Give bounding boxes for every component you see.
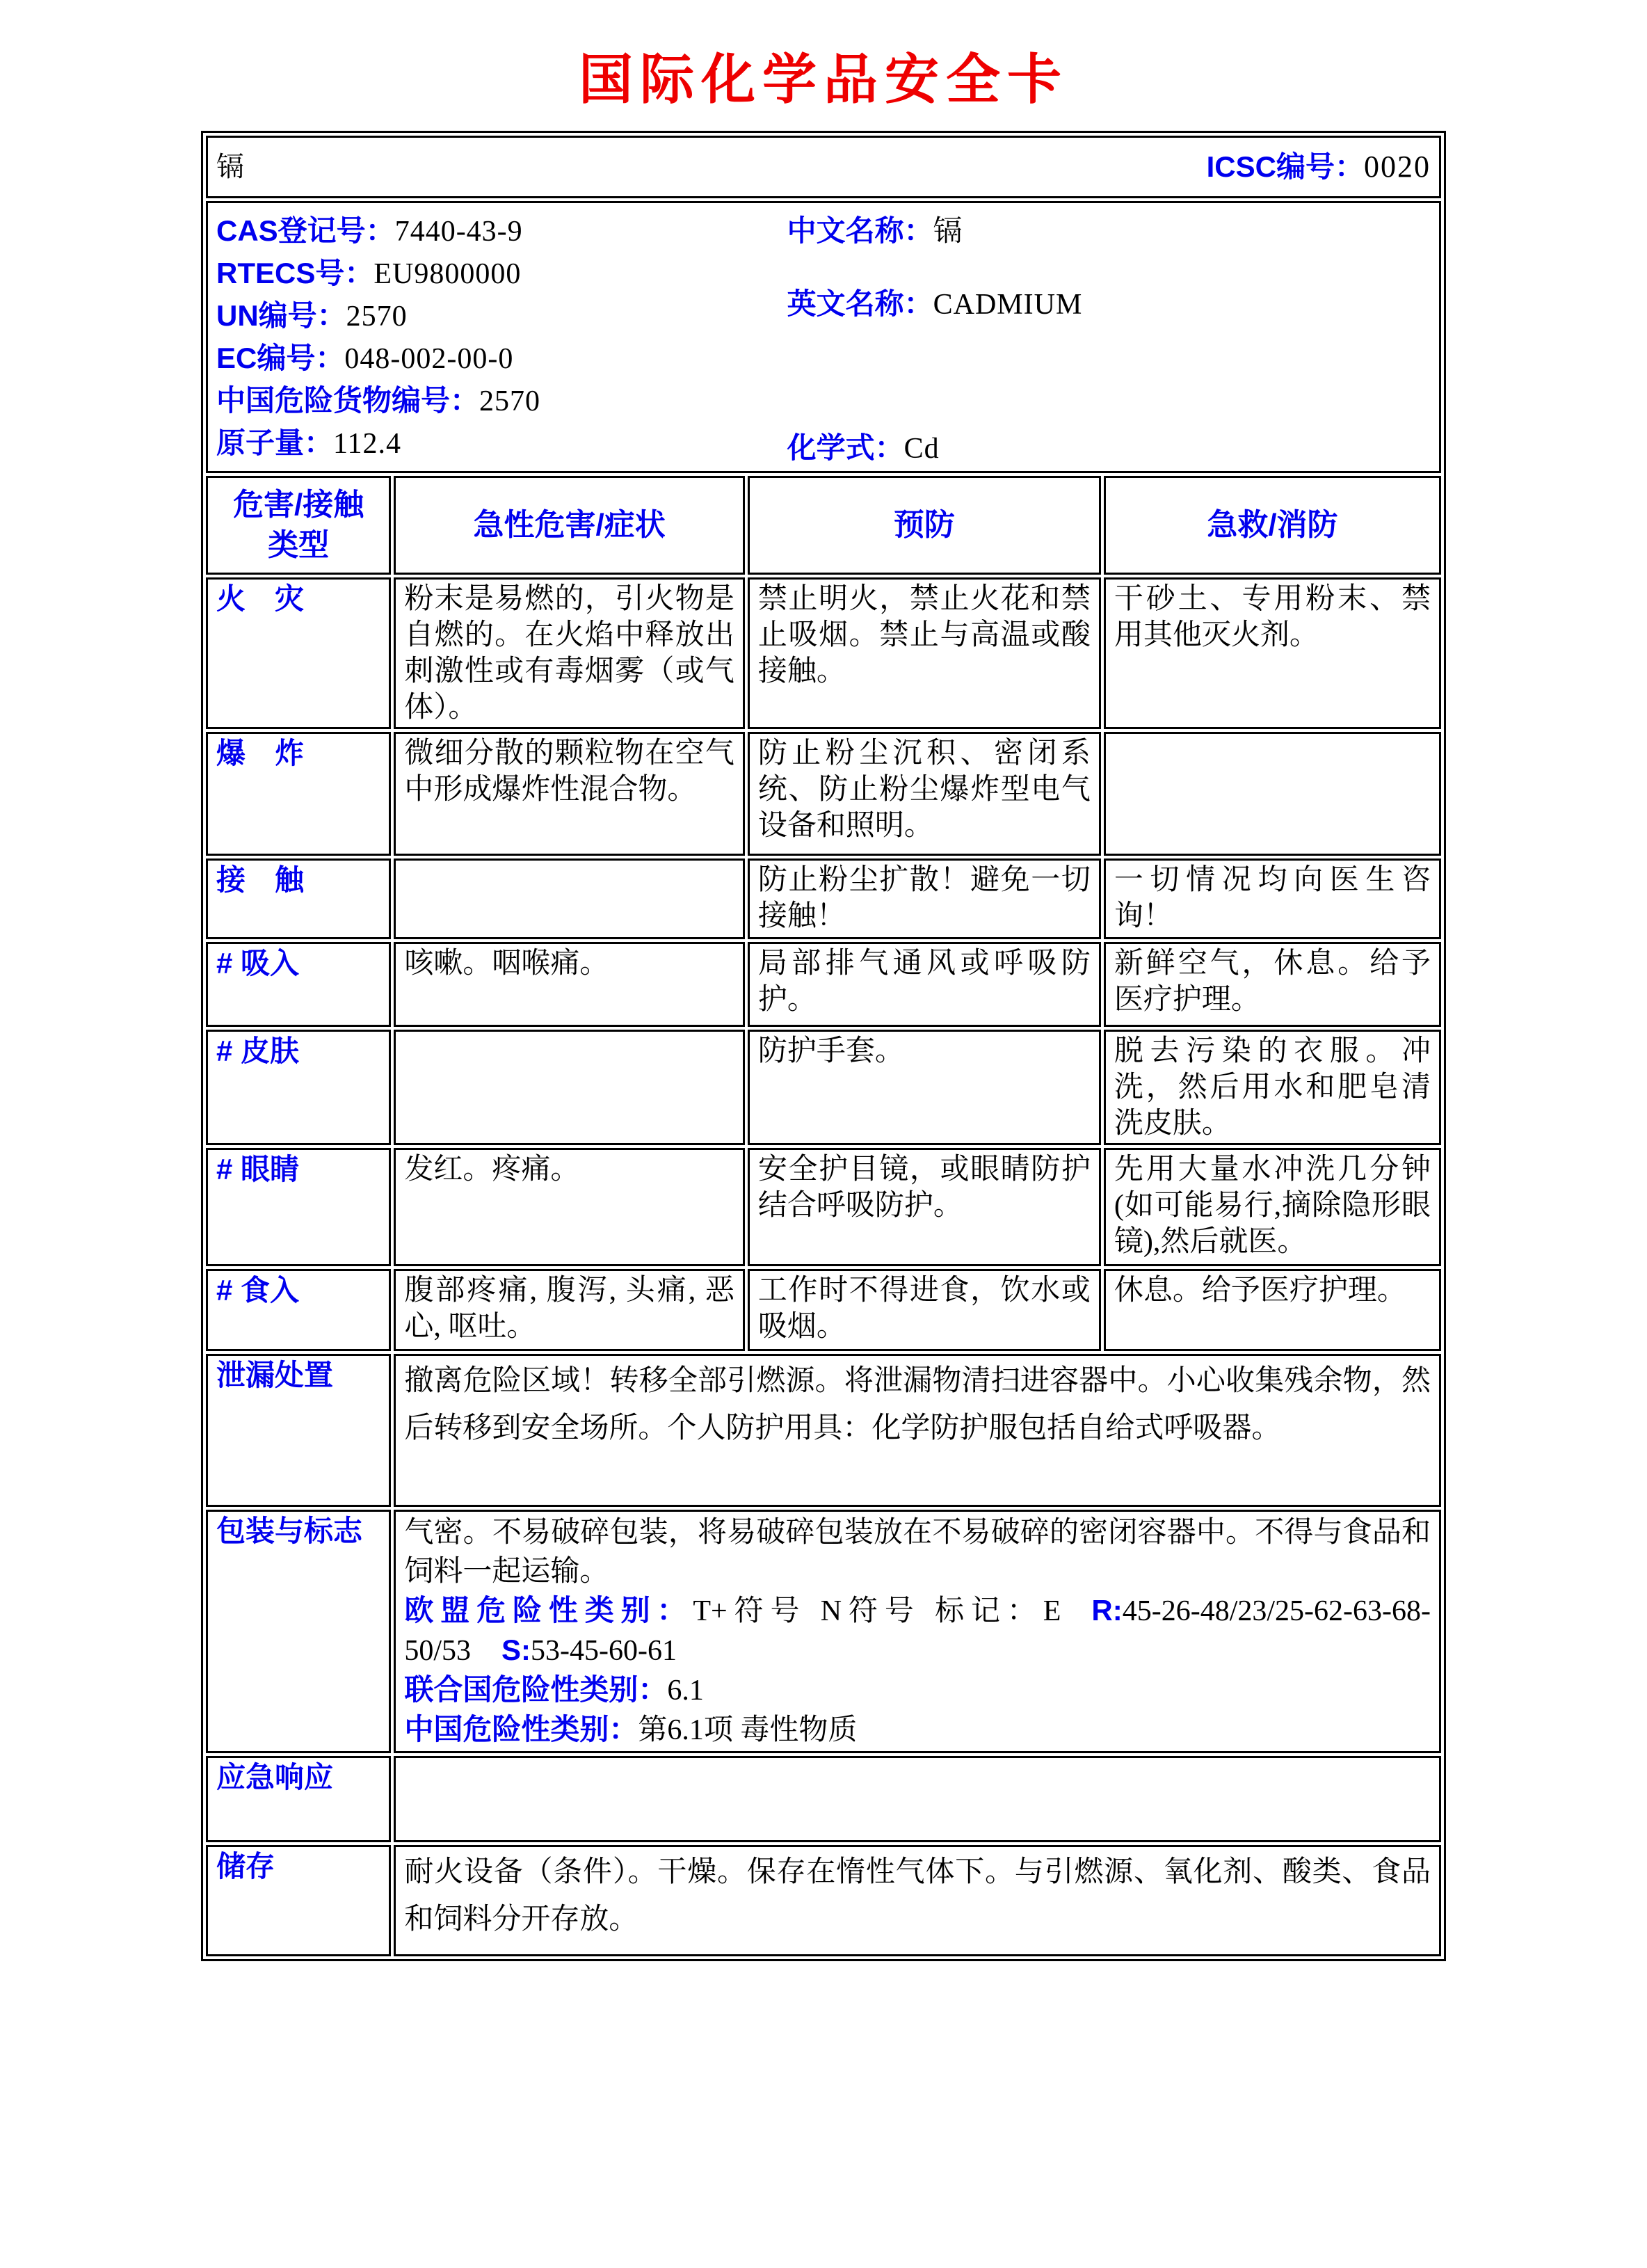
un-hazard-class-label: 联合国危险性类别： [404, 1673, 668, 1706]
skin-prevention: 防护手套。 [748, 1030, 1101, 1145]
cas-number-value: 7440-43-9 [394, 216, 523, 248]
fire-first-aid: 干砂土、专用粉末、禁用其他灭火剂。 [1104, 577, 1441, 729]
explosion-symptoms: 微细分散的颗粒物在空气中形成爆炸性混合物。 [394, 732, 745, 856]
col-header-hazard-type-line1: 危害/接触 [233, 488, 364, 522]
china-hazard-class-value: 第6.1项 毒性物质 [638, 1714, 858, 1746]
emergency-response-label: 应急响应 [206, 1756, 391, 1842]
card-header-row [206, 136, 1441, 198]
card-header-strip [216, 149, 1431, 186]
chemical-formula-value: Cd [903, 433, 940, 465]
col-header-prevention: 预防 [748, 476, 1101, 575]
hazard-type-exposure: 接 触 [206, 859, 391, 939]
eu-hazard-class-line [404, 1591, 1431, 1670]
card-header-cell [206, 136, 1441, 198]
storage-content: 耐火设备（条件）。干燥。保存在惰性气体下。与引燃源、氧化剂、酸类、食品和饲料分开存放。 [394, 1845, 1441, 1956]
china-hazard-class-label: 中国危险性类别： [404, 1713, 638, 1746]
chemical-formula-line [787, 427, 1431, 470]
packaging-labelling-label: 包装与标志 [206, 1510, 391, 1753]
english-name-value: CADMIUM [933, 289, 1083, 321]
storage-label: 储存 [206, 1845, 391, 1956]
icsc-number-label: ICSC编号： [1206, 150, 1364, 183]
packaging-intro-text: 气密。不易破碎包装，将易破碎包装放在不易破碎的密闭容器中。不得与食品和饲料一起运输。 [404, 1517, 1431, 1588]
s-phrases-value: 53-45-60-61 [531, 1635, 677, 1667]
hazard-row-ingestion [206, 1269, 1441, 1351]
china-dg-number-line [216, 380, 787, 422]
un-hazard-class-value: 6.1 [667, 1675, 704, 1707]
emergency-response-content [394, 1756, 1441, 1842]
rtecs-number-label: RTECS号： [216, 257, 374, 289]
col-header-hazard-type [206, 476, 391, 575]
exposure-prevention: 防止粉尘扩散！避免一切接触！ [748, 859, 1101, 939]
hazard-type-inhalation: # 吸入 [206, 942, 391, 1027]
un-number-line [216, 295, 787, 337]
section-row-spill-disposal [206, 1354, 1441, 1507]
icsc-number-value: 0020 [1364, 149, 1431, 184]
ingestion-first-aid: 休息。给予医疗护理。 [1104, 1269, 1441, 1351]
hazard-row-fire [206, 577, 1441, 729]
hazard-type-explosion: 爆 炸 [206, 732, 391, 856]
inhalation-symptoms: 咳嗽。咽喉痛。 [394, 942, 745, 1027]
explosion-first-aid [1104, 732, 1441, 856]
chinese-name-label: 中文名称： [787, 214, 933, 247]
icsc-safety-card-page [0, 36, 1647, 2268]
fire-symptoms: 粉末是易燃的，引火物是自燃的。在火焰中释放出刺激性或有毒烟雾（或气体）。 [394, 577, 745, 729]
identifiers-right-column [787, 210, 1431, 470]
col-header-first-aid: 急救/消防 [1104, 476, 1441, 575]
eyes-prevention: 安全护目镜，或眼睛防护结合呼吸防护。 [748, 1148, 1101, 1266]
eyes-first-aid: 先用大量水冲洗几分钟(如可能易行,摘除隐形眼镜),然后就医。 [1104, 1148, 1441, 1266]
hazard-type-skin: # 皮肤 [206, 1030, 391, 1145]
r-phrases-value: 45-26-48/23/25-62-63-68-50/53 [404, 1595, 1431, 1667]
chinese-name-line [787, 210, 1431, 253]
china-hazard-class-line [404, 1710, 1431, 1750]
col-header-symptoms: 急性危害/症状 [394, 476, 745, 575]
safety-card-table [201, 131, 1446, 1961]
hazard-row-skin [206, 1030, 1441, 1145]
cas-number-line [216, 210, 787, 253]
section-row-storage [206, 1845, 1441, 1956]
hazard-type-fire: 火 灾 [206, 577, 391, 729]
rtecs-number-line [216, 253, 787, 295]
eu-hazard-class-value: T+符号 N符号 标记：E [693, 1595, 1061, 1627]
hazard-type-eyes: # 眼睛 [206, 1148, 391, 1266]
exposure-symptoms [394, 859, 745, 939]
chinese-name-value: 镉 [933, 216, 963, 248]
rtecs-number-value: EU9800000 [373, 258, 522, 290]
atomic-weight-label: 原子量： [216, 426, 334, 459]
hazard-header-row [206, 476, 1441, 575]
identifiers-row [206, 201, 1441, 473]
page-title: 国际化学品安全卡 [578, 49, 1068, 110]
fire-prevention: 禁止明火，禁止火花和禁止吸烟。禁止与高温或酸接触。 [748, 577, 1101, 729]
hazard-row-eyes [206, 1148, 1441, 1266]
section-row-packaging-labelling [206, 1510, 1441, 1753]
skin-first-aid: 脱去污染的衣服。冲洗，然后用水和肥皂清洗皮肤。 [1104, 1030, 1441, 1145]
cas-number-label: CAS登记号： [216, 214, 395, 247]
hazard-row-exposure [206, 859, 1441, 939]
un-hazard-class-line [404, 1670, 1431, 1710]
chemical-formula-label: 化学式： [787, 431, 904, 464]
ingestion-prevention: 工作时不得进食，饮水或吸烟。 [748, 1269, 1101, 1351]
inhalation-first-aid: 新鲜空气，休息。给予医疗护理。 [1104, 942, 1441, 1027]
substance-name: 镉 [216, 151, 244, 182]
inhalation-prevention: 局部排气通风或呼吸防护。 [748, 942, 1101, 1027]
identifiers-left-column [216, 210, 787, 470]
ec-number-value: 048-002-00-0 [344, 343, 514, 375]
exposure-first-aid: 一切情况均向医生咨询！ [1104, 859, 1441, 939]
un-number-label: UN编号： [216, 299, 346, 332]
identifiers-layout [216, 210, 1431, 470]
hazard-type-ingestion: # 食入 [206, 1269, 391, 1351]
eyes-symptoms: 发红。疼痛。 [394, 1148, 745, 1266]
col-header-hazard-type-line2: 类型 [268, 528, 330, 562]
spill-disposal-label: 泄漏处置 [206, 1354, 391, 1507]
s-phrases-label: S: [501, 1634, 531, 1666]
atomic-weight-value: 112.4 [333, 428, 401, 460]
r-phrases-label: R: [1091, 1594, 1123, 1627]
china-dg-number-label: 中国危险货物编号： [216, 384, 480, 417]
english-name-label: 英文名称： [787, 287, 933, 320]
skin-symptoms [394, 1030, 745, 1145]
atomic-weight-line [216, 422, 787, 465]
spill-disposal-content: 撤离危险区域！转移全部引燃源。将泄漏物清扫进容器中。小心收集残余物，然后转移到安全场所。个人防护用具：化学防护服包括自给式呼吸器。 [394, 1354, 1441, 1507]
hazard-row-inhalation [206, 942, 1441, 1027]
packaging-labelling-content [394, 1510, 1441, 1753]
hazard-row-explosion [206, 732, 1441, 856]
un-number-value: 2570 [346, 301, 408, 333]
section-row-emergency-response [206, 1756, 1441, 1842]
icsc-number [1207, 149, 1431, 186]
china-dg-number-value: 2570 [479, 385, 541, 417]
ec-number-label: EC编号： [216, 342, 345, 374]
ingestion-symptoms: 腹部疼痛, 腹泻, 头痛, 恶心, 呕吐。 [394, 1269, 745, 1351]
ec-number-line [216, 337, 787, 380]
explosion-prevention: 防止粉尘沉积、密闭系统、防止粉尘爆炸型电气设备和照明。 [748, 732, 1101, 856]
eu-hazard-class-label: 欧盟危险性类别： [404, 1594, 693, 1627]
identifiers-cell [206, 201, 1441, 473]
english-name-line [787, 283, 1431, 326]
